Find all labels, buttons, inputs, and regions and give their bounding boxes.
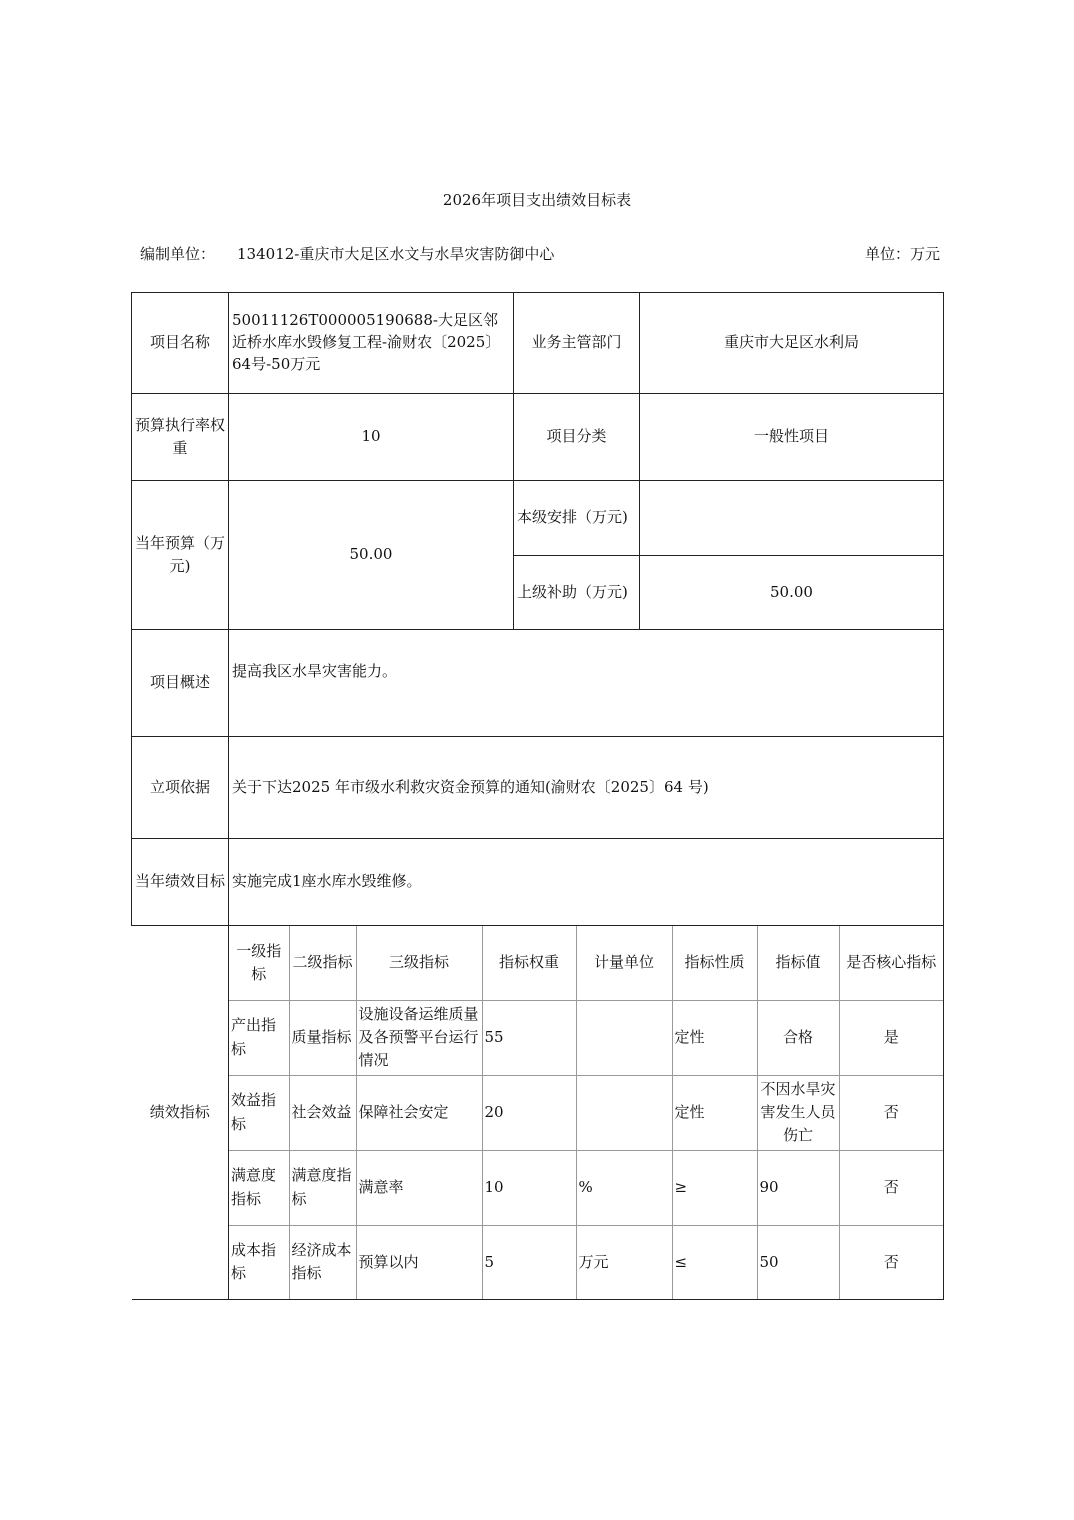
header-level3: 三级指标 xyxy=(356,926,482,1000)
budget-label: 当年预算（万元) xyxy=(132,481,229,630)
weight-value: 10 xyxy=(229,394,514,481)
basis-label: 立项依据 xyxy=(132,737,229,839)
row-level2: 社会效益 xyxy=(289,1075,356,1150)
row-weight: 5 xyxy=(482,1225,576,1299)
indicator-row xyxy=(229,1075,943,1150)
performance-target-table xyxy=(131,292,944,1300)
row-level3: 保障社会安定 xyxy=(356,1075,482,1150)
row-weight: 20 xyxy=(482,1075,576,1150)
unit-label: 单位：万元 xyxy=(864,245,940,263)
goal-label: 当年绩效目标 xyxy=(132,839,229,926)
dept-label: 业务主管部门 xyxy=(514,293,640,394)
goal-row xyxy=(132,839,944,926)
project-name-label: 项目名称 xyxy=(132,293,229,394)
row-value: 90 xyxy=(757,1150,839,1225)
row-value: 合格 xyxy=(757,1000,839,1075)
superior-value: 50.00 xyxy=(640,556,944,630)
row-weight: 10 xyxy=(482,1150,576,1225)
weight-row xyxy=(132,394,944,481)
category-value: 一般性项目 xyxy=(640,394,944,481)
row-core: 否 xyxy=(839,1225,943,1299)
header-value: 指标值 xyxy=(757,926,839,1000)
row-level2: 质量指标 xyxy=(289,1000,356,1075)
row-nature: ≤ xyxy=(672,1225,757,1299)
row-unit xyxy=(576,1075,672,1150)
row-nature: ≥ xyxy=(672,1150,757,1225)
overview-label: 项目概述 xyxy=(132,630,229,737)
row-level3: 预算以内 xyxy=(356,1225,482,1299)
row-unit: 万元 xyxy=(576,1225,672,1299)
weight-label: 预算执行率权重 xyxy=(132,394,229,481)
row-level1: 效益指标 xyxy=(229,1075,289,1150)
row-nature: 定性 xyxy=(672,1075,757,1150)
local-value xyxy=(640,481,944,556)
superior-label: 上级补助（万元) xyxy=(514,556,640,630)
indicator-header-row xyxy=(229,926,943,1000)
row-level3: 设施设备运维质量及各预警平台运行情况 xyxy=(356,1000,482,1075)
goal-value: 实施完成1座水库水毁维修。 xyxy=(229,839,944,926)
indicator-row xyxy=(229,1225,943,1299)
basis-row xyxy=(132,737,944,839)
dept-value: 重庆市大足区水利局 xyxy=(640,293,944,394)
project-name-value: 50011126T000005190688-大足区邻近桥水库水毁修复工程-渝财农〔2025〕64号-50万元 xyxy=(229,293,514,394)
category-label: 项目分类 xyxy=(514,394,640,481)
overview-value: 提高我区水旱灾害能力。 xyxy=(229,630,944,737)
row-unit: % xyxy=(576,1150,672,1225)
row-level1: 产出指标 xyxy=(229,1000,289,1075)
row-unit xyxy=(576,1000,672,1075)
row-core: 是 xyxy=(839,1000,943,1075)
header-core: 是否核心指标 xyxy=(839,926,943,1000)
performance-indicators-table xyxy=(229,926,943,1299)
performance-label: 绩效指标 xyxy=(132,926,229,1300)
indicator-row xyxy=(229,1000,943,1075)
performance-cell xyxy=(229,926,944,1300)
header-level1: 一级指标 xyxy=(229,926,289,1000)
header-weight: 指标权重 xyxy=(482,926,576,1000)
header-nature: 指标性质 xyxy=(672,926,757,1000)
document-title: 2026年项目支出绩效目标表 xyxy=(442,191,632,209)
row-level1: 成本指标 xyxy=(229,1225,289,1299)
header-level2: 二级指标 xyxy=(289,926,356,1000)
compiler-info xyxy=(140,243,554,264)
header-unit: 计量单位 xyxy=(576,926,672,1000)
row-level2: 经济成本指标 xyxy=(289,1225,356,1299)
budget-value: 50.00 xyxy=(229,481,514,630)
row-level3: 满意率 xyxy=(356,1150,482,1225)
row-level2: 满意度指标 xyxy=(289,1150,356,1225)
row-core: 否 xyxy=(839,1075,943,1150)
row-core: 否 xyxy=(839,1150,943,1225)
basis-value: 关于下达2025 年市级水利救灾资金预算的通知(渝财农〔2025〕64 号) xyxy=(229,737,944,839)
row-weight: 55 xyxy=(482,1000,576,1075)
budget-row xyxy=(132,481,944,556)
indicator-row xyxy=(229,1150,943,1225)
compiler-value: 134012-重庆市大足区水文与水旱灾害防御中心 xyxy=(237,245,555,263)
row-value: 不因水旱灾害发生人员伤亡 xyxy=(757,1075,839,1150)
performance-row xyxy=(132,926,944,1300)
row-nature: 定性 xyxy=(672,1000,757,1075)
compiler-label: 编制单位： xyxy=(140,245,216,263)
row-value: 50 xyxy=(757,1225,839,1299)
row-level1: 满意度指标 xyxy=(229,1150,289,1225)
local-label: 本级安排（万元) xyxy=(514,481,640,556)
project-name-row xyxy=(132,293,944,394)
overview-row xyxy=(132,630,944,737)
